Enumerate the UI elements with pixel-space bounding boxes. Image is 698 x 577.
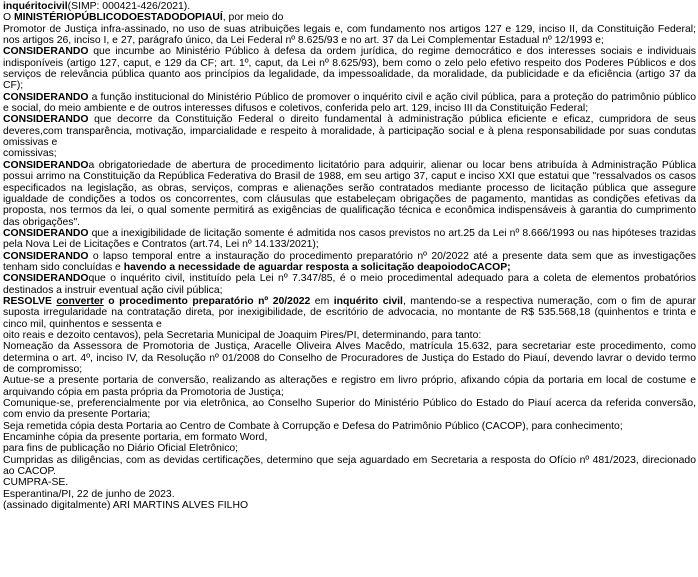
determination-item: Encaminhe cópia da presente portaria, em formato Word, <box>3 432 268 444</box>
determination-item: Autue-se a presente portaria de conversão, realizando as alterações e registro em livro próprio, afixando cópia da portaria em local de costume e arquivando cópia em pasta própria da Promotoria de Justiça; <box>3 375 696 398</box>
continuation-line: comissivas; <box>3 148 57 160</box>
resolve-paragraph: RESOLVE converter o procedimento preparatório nº 20/2022 em inquérito civil, mantendo-se a respectiva numeração, com o fim de apurar suposta irregularidade na contratação direta, por inexigibilidade, de escritório de advocacia, no montante de R$ 535.568,18 (quinhentos e trinta e cinco mil, quinhentos e sessenta e <box>3 295 696 330</box>
document-heading: inquéritocivil <box>3 1 68 12</box>
place-and-date: Esperantina/PI, 22 de junho de 2023. <box>3 488 175 500</box>
signature-line: (assinado digitalmente) ARI MARTINS ALVES FILHO <box>3 500 249 512</box>
determination-item: Nomeação da Assessora de Promotoria de Justiça, Aracelle Oliveira Alves Macêdo, matrícula 15.632, para secretariar este procedimento, como determina o art. 4º, inciso IV, da Resolução nº 01/2008 do Conselho de Procuradores de Justiça do Estado do Piauí, devendo lavrar o devido termo de compromisso; <box>3 341 696 375</box>
institution-name: MINISTÉRIOPÚBLICODOESTADODOPIAUÍ <box>13 12 223 24</box>
considerando-paragraph: CONSIDERANDO a função institucional do Ministério Público de promover o inquérito civil e ação civil pública, para a proteção do patrimônio público e social, do meio ambiente e de outros interesses difusos e coletivos, conferida pelo art. 129, inciso III da Constituição Federal; <box>3 91 696 115</box>
determination-item: Comunique-se, preferencialmente por via eletrônica, ao Conselho Superior do Ministério Público do Estado do Piauí acerca da referida conversão, com envio da presente Portaria; <box>3 398 696 421</box>
determination-item: Seja remetida cópia desta Portaria ao Centro de Combate à Corrupção e Defesa do Patrimônio Público (CACOP), para conhecimento; <box>3 420 623 432</box>
considerando-paragraph: CONSIDERANDO que incumbe ao Ministério Público à defesa da ordem jurídica, do regime democrático e dos interesses sociais e individuais indisponíveis (artigo 127, caput, e 129 da CF; art. 1º, caput, da Lei nº 8.625/93), bem como o zelo pelo efetivo respeito dos Poderes Públicos e dos serviços de relevância pública quanto aos princípios da legalidade, da impessoalidade, da moralidade, da publicidade e da eficiência (artigo 37 da CF); <box>3 46 696 92</box>
considerando-paragraph: CONSIDERANDOa obrigatoriedade de abertura de procedimento licitatório para adquirir, alienar ou locar bens atribuída à Administração Pública possui arrimo na Constituição da República Federativa do Brasil de 1988, em seu artigo 37, caput e inciso XXI que estatui que "ressalvados os casos especificados na legislação, as obras, serviços, compras e alienações serão contratados mediante processo de licitação pública que assegure igualdade de condições a todos os concorrentes, com cláusulas que estabeleçam obrigações de pagamento, mantidas as condições efetivas da proposta, nos termos da lei, o qual somente permitirá as exigências de qualificação técnica e econômica indispensáveis à garantia do cumprimento das obrigações". <box>3 159 696 228</box>
considerando-paragraph: CONSIDERANDO o lapso temporal entre a instauração do procedimento preparatório nº 20/2022 até a presente data sem que as investigações tenham sido concluídas e havendo a necessidade de aguardar resposta a solicitação deapoiodoCACOP; <box>3 250 696 273</box>
continuation-line: oito reais e dezoito centavos), pela Secretaria Municipal de Joaquim Pires/PI, determinando, para tanto: <box>3 329 482 341</box>
determination-item: Cumpridas as diligências, com as devidas certificações, determino que seja aguardado em Secretaria a resposta do Ofício nº 481/2023, direcionado ao CACOP. <box>3 454 696 478</box>
intro-line: O MINISTÉRIOPÚBLICODOESTADODOPIAUÍ, por meio do <box>3 12 284 24</box>
simp-number: (SIMP: 000421-426/2021). <box>67 1 191 12</box>
considerando-paragraph: CONSIDERANDO que a inexigibilidade de licitação somente é admitida nos casos previstos no art.25 da Lei nº 8.666/1993 ou nas hipóteses trazidas pela Nova Lei de Licitações e Contratos (art.74, Lei nº 14.133/2021); <box>3 227 696 251</box>
considerando-paragraph: CONSIDERANDOque o inquérito civil, instituído pela Lei nº 7.347/85, é o meio procedimental adequado para a coleta de elementos probatórios destinados a instruir eventual ação civil pública; <box>3 273 696 296</box>
legal-basis-paragraph: Promotor de Justiça infra-assinado, no uso de suas atribuições legais e, com fundamento nos artigos 127 e 129, inciso II, da Constituição Federal; nos artigos 26, inciso I, e 27, parágrafo único, da Lei Federal nº 8.625/93 e no art. 37 da Lei Complementar Estadual nº 12/1993 e; <box>3 23 696 47</box>
closing-order: CUMPRA-SE. <box>3 477 69 489</box>
procedure-reference <box>3 1 696 12</box>
considerando-paragraph: CONSIDERANDO que decorre da Constituição Federal o direito fundamental à administração pública eficiente e eficaz, cumpridora de seus deveres,com transparência, motivação, imparcialidade e respeito à moralidade, à participação social e à plena responsabilidade por suas condutas omissivas e <box>3 114 696 149</box>
continuation-line: para fins de publicação no Diário Oficial Eletrônico; <box>3 443 239 455</box>
